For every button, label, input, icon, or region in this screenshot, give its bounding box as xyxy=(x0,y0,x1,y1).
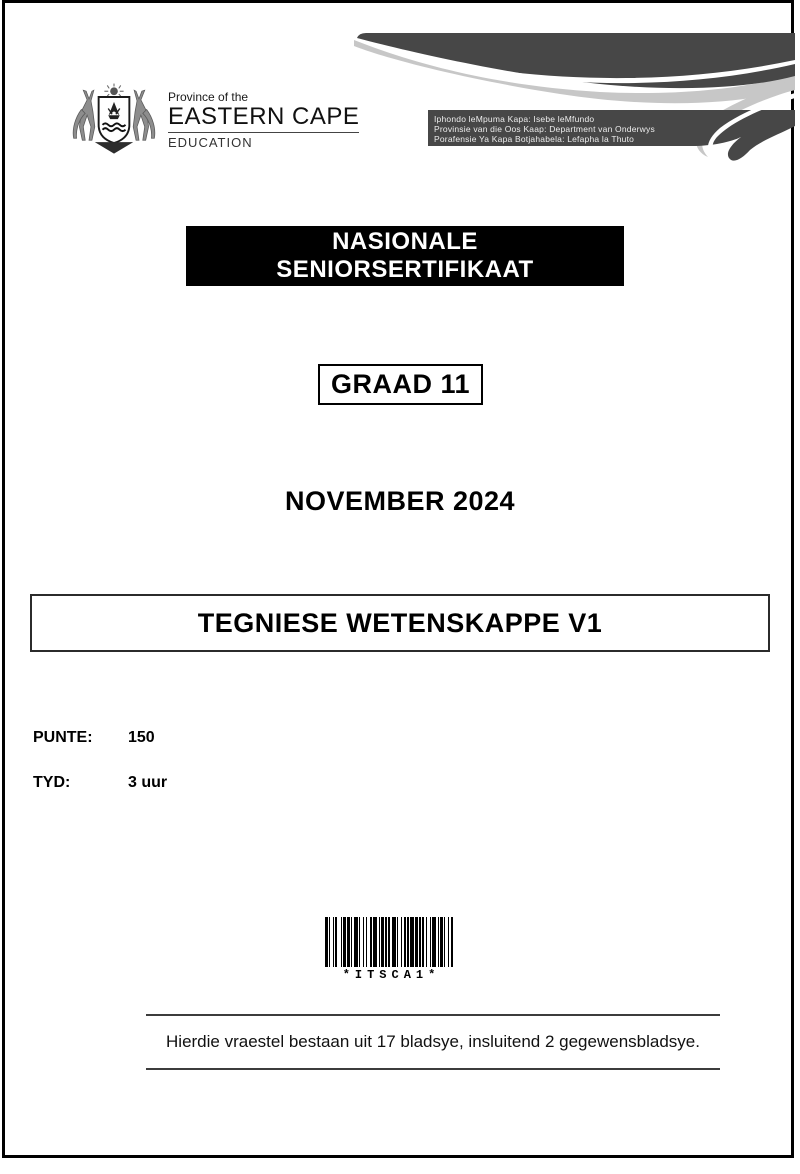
marks-label: PUNTE: xyxy=(33,729,93,746)
footer-note-box xyxy=(146,1014,720,1070)
eastern-cape-coat-of-arms-icon xyxy=(66,82,162,160)
footer-note-text: Hierdie vraestel bestaan uit 17 bladsye, insluitend 2 gegewensbladsye. xyxy=(166,1032,700,1051)
exam-session: NOVEMBER 2024 xyxy=(284,486,516,516)
provincial-logo xyxy=(66,82,359,160)
subject-title-box xyxy=(30,594,770,652)
time-label: TYD: xyxy=(33,774,71,791)
barcode-text: *ITSCA1* xyxy=(342,968,441,982)
grade-box xyxy=(318,364,483,405)
certificate-title-bar xyxy=(186,226,624,286)
banner-line-sesotho: Porafensie Ya Kapa Botjahabela: Lefapha la Thuto xyxy=(434,134,635,144)
time-value: 3 uur xyxy=(128,774,168,791)
certificate-line1: NASIONALE xyxy=(332,228,478,255)
certificate-line2: SENIORSERTIFIKAAT xyxy=(276,256,534,283)
subject-title: TEGNIESE WETENSKAPPE V1 xyxy=(197,607,603,638)
logo-province-name: EASTERN CAPE xyxy=(168,104,359,133)
banner-text xyxy=(434,114,655,144)
logo-text xyxy=(168,82,359,151)
banner-line-afrikaans: Provinsie van die Oos Kaap: Department van Onderwys xyxy=(434,124,655,134)
time-row xyxy=(33,774,168,792)
marks-value: 150 xyxy=(128,729,155,746)
page-border-frame xyxy=(2,0,794,1158)
barcode-bars xyxy=(325,917,453,967)
grade-label: GRAAD 11 xyxy=(330,369,471,399)
marks-row xyxy=(33,729,155,747)
banner-line-xhosa: Iphondo leMpuma Kapa: Isebe leMfundo xyxy=(434,114,595,124)
header-banner xyxy=(350,30,795,162)
logo-department-name: EDUCATION xyxy=(168,135,253,150)
logo-province-of-the: Province of the xyxy=(168,90,249,104)
barcode xyxy=(325,917,453,982)
